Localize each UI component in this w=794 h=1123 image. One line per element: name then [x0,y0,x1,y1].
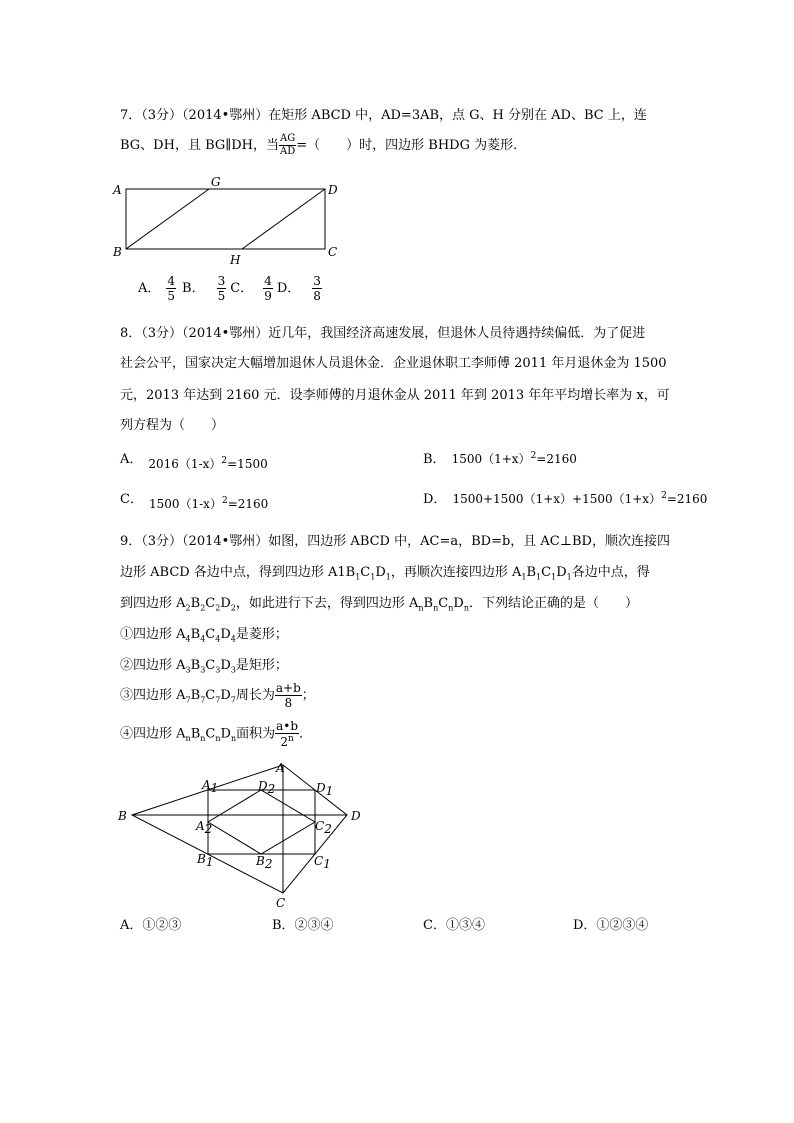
q8-line4: 列方程为（ ） [120,418,225,433]
q7-opt-b-num: 3 [217,274,226,288]
segment-dh [242,189,325,249]
q7-opt-b-den: 5 [217,289,226,303]
q9-s4-den-base: 2 [280,735,288,749]
q7-rectangle-figure [110,172,350,268]
q9-option-d: D．①②③④ [573,918,649,933]
label-d1: D1 [316,781,334,798]
q7-opt-d-frac [312,275,322,302]
q9-line3-pre: 到四边形 A [120,596,186,611]
rectangle-abcd [126,189,325,249]
rectangle-a1b1c1d1 [208,790,315,854]
q7-opt-a-frac [166,275,176,302]
q8-opt-c-expr [149,497,268,511]
label-a: A [276,761,285,775]
q7-opt-d-label: D． [276,281,301,296]
label-a2: A2 [196,819,213,836]
q9-s4-mid: 面积为 [236,726,276,742]
q9-option-a: A．①②③ [120,918,182,933]
q9-s3-pre: ③四边形 A [120,688,186,703]
q9-option-c: C．①③④ [423,918,485,933]
q8-opt-b-expr [452,452,577,466]
q9-line2-pre: 边形 ABCD 各边中点，得到四边形 A [120,565,338,580]
q9-statement-1: ①四边形 $A_4B_4C_4D_4$是菱形； [120,627,288,644]
q7-opt-d-den: 8 [313,289,321,303]
q7-opt-d-num: 3 [313,274,321,288]
q9-s3-post: ； [301,688,315,703]
q8-line2: 社会公平，国家决定大幅增加退休人员退休金．企业退休职工李师傅 2011 年月退休金为 1500 [120,356,667,371]
label-h: H [230,253,241,267]
q7-fraction [279,134,296,157]
q8-option-d [423,488,707,507]
segment-bg [126,189,209,249]
q9-line2-mid: ，再顺次连接四边形 A [390,565,522,580]
label-d: D [328,183,338,197]
q9-line3-mid: ，如此进行下去，得到四边形 A [235,596,419,611]
q8-opt-c-label: C． [120,492,143,507]
q8-line1: 8．（3分）（2014•鄂州）近几年，我国经济高速发展，但退休人员待遇持续偏低．为了促进 [120,326,646,341]
label-c2: C2 [315,819,332,836]
q9-s4-pre: ④四边形 A [120,726,186,742]
label-b: B [113,245,122,259]
rhombus-a2b2c2d2 [208,790,315,854]
label-g: G [211,175,221,189]
label-a: A [113,183,122,197]
label-c: C [328,245,338,259]
label-b1: B1 [197,852,214,869]
q9-line1: 9．（3分）（2014•鄂州）如图，四边形 ABCD 中，AC=a，BD=b，且 AC⊥BD，顺次连接四 [120,534,670,549]
q8-opt-a-expr [148,457,267,471]
q7-opt-c-frac [263,275,273,302]
q9-line2-post: 各边中点，得 [571,565,650,580]
q9-s1-post: 是菱形； [235,627,288,642]
q8-opt-d-exp: 2 [661,491,667,501]
q7-frac-num: AG [280,133,296,144]
q7-line1: 7．（3分）（2014•鄂州）在矩形 ABCD 中，AD=3AB，点 G、H 分别在 AD、BC 上，连 [120,108,647,123]
q8-opt-c-exp: 2 [221,496,228,506]
q7-line2 [120,134,526,157]
q8-opt-b-label: B． [423,452,446,467]
q8-option-c [120,488,269,511]
q9-statement-2: ②四边形 $A_3B_3C_3D_3$是矩形； [120,658,288,675]
q8-line3: 元，2013 年达到 2160 元．设李师傅的月退休金从 2011 年到 2013 年年平均增长率为 x，可 [120,388,670,403]
q9-s3-mid: 周长为 [235,688,275,703]
q9-s2-post: 是矩形； [235,658,288,673]
q8-opt-d-tail: =2160 [666,492,708,506]
q8-option-b [423,448,577,467]
q9-statement-3: ③四边形 $A_7B_7C_7D_7$周长为 $\frac{a+b}{8}$ ； [120,681,315,710]
q7-opt-c-num: 4 [264,274,272,288]
label-b: B [118,809,127,823]
q8-opt-c-tail: =2160 [227,497,269,511]
q9-s3-den: 8 [284,696,293,710]
q8-opt-d-label: D． [423,492,447,507]
q9-s3-frac [275,682,302,709]
q7-opt-b-label: B． [182,281,205,296]
q9-quadrilateral-figure [110,758,370,910]
q9-s4-frac [275,720,299,748]
q8-opt-b-exp: 2 [530,451,537,461]
label-b2: B2 [256,854,273,871]
q8-opt-b-text: 1500（1+x） [451,452,531,466]
q8-opt-d-text: 1500+1500（1+x）+1500（1+x） [452,492,662,506]
q8-opt-d-expr [452,492,707,506]
q8-opt-a-label: A． [120,452,143,467]
q9-s3-num: a+b [275,681,301,695]
label-a1: A1 [202,778,219,795]
q9-line3-post: ．下列结论正确的是（ ） [468,596,638,611]
q7-line2-post: =（ ）时，四边形 BHDG 为菱形． [296,138,527,153]
q7-line2-pre: BG、DH，且 BG∥DH，当 [120,138,280,153]
q9-s4-post: ． [299,726,313,742]
q9-s4-den: 2$^n$ [280,734,294,749]
q7-frac-den: AD [280,146,296,157]
label-d: D [351,809,361,823]
q9-s1-pre: ①四边形 A [120,627,186,642]
q9-statement-4: ④四边形 $A_nB_nC_nD_n$面积为 $\frac{a•b}{2^n}$ ． [120,719,313,749]
q9-s2-pre: ②四边形 A [120,658,186,673]
q9-s4-num: a•b [276,719,299,733]
q7-opt-a-num: 4 [167,274,176,288]
q7-opt-b-frac [217,275,227,302]
q7-options [138,275,326,302]
label-c: C [276,896,286,910]
q7-opt-a-label: A． [138,281,161,296]
q9-line2: 边形 ABCD 各边中点，得到四边形 $A1B_1C_1D_1$，再顺次连接四边形 $A_1B_1C_1D_1$各边中点，得 [120,565,650,582]
q7-opt-a-den: 5 [167,289,176,303]
label-c1: C1 [314,854,331,871]
q8-option-a [120,448,268,471]
q8-opt-c-text: 1500（1-x） [148,497,222,511]
q8-opt-a-text: 2016（1-x） [148,457,222,471]
q7-opt-c-label: C． [230,281,254,296]
q9-option-b: B．②③④ [272,918,334,933]
q9-line3: 到四边形 $A_2B_2C_2D_2$，如此进行下去，得到四边形 $A_nB_nC_nD_n$．下列结论正确的是（ ） [120,596,638,613]
q8-opt-a-tail: =1500 [227,457,268,471]
q8-opt-b-tail: =2160 [536,452,577,466]
q8-opt-a-exp: 2 [221,456,228,466]
q7-opt-c-den: 9 [264,289,272,303]
label-d2: D2 [258,779,276,796]
